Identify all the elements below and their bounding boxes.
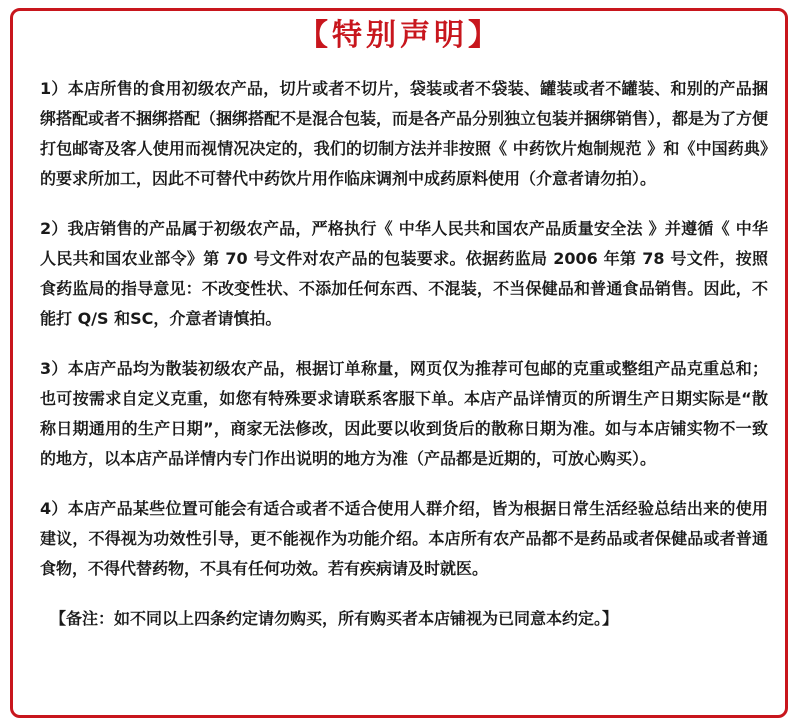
paragraph-3: 3）本店产品均为散装初级农产品，根据订单称量，网页仅为推荐可包邮的克重或整组产品克重总和；也可按需求自定义克重，如您有特殊要求请联系客服下单。本店产品详情页的所谓生产日期实际是“散称日期通用的生产日期”，商家无法修改，因此要以收到货后的散称日期为准。如与本店铺实物不一致的地方，以本店产品详情内专门作出说明的地方为准（产品都是近期的，可放心购买）。	[40, 359, 768, 468]
page-title: 【特别声明】	[298, 18, 502, 53]
paragraph-4: 4）本店产品某些位置可能会有适合或者不适合使用人群介绍，皆为根据日常生活经验总结出来的使用建议，不得视为功效性引导，更不能视作为功能介绍。本店所有农产品都不是药品或者保健品或者普通食物，不得代替药物，不具有任何功效。若有疾病请及时就医。	[40, 499, 768, 578]
title-container	[0, 14, 800, 58]
footnote: 【备注：如不同以上四条约定请勿购买，所有购买者本店铺视为已同意本约定。】	[50, 609, 619, 628]
statement-content	[40, 74, 768, 634]
paragraph-1: 1）本店所售的食用初级农产品，切片或者不切片，袋装或者不袋装、罐装或者不罐装、和别的产品捆绑搭配或者不捆绑搭配（捆绑搭配不是混合包装，而是各产品分别独立包装并捆绑销售），都是为了方便打包邮寄及客人使用而视情况决定的，我们的切制方法并非按照《 中药饮片炮制规范 》和《中国药典》的要求所加工，因此不可替代中药饮片用作临床调剂中成药原料使用（介意者请勿拍）。	[40, 79, 769, 188]
paragraph-2: 2）我店销售的产品属于初级农产品，严格执行《 中华人民共和国农产品质量安全法 》并遵循《 中华人民共和国农业部令》第 70 号文件对农产品的包装要求。依据药监局 2006 年第 78 号文件，按照食药监局的指导意见：不改变性状、不添加任何东西、不混装，不当保健品和普通食品销售。因此，不能打 Q/S 和SC，介意者请慎拍。	[40, 219, 768, 328]
